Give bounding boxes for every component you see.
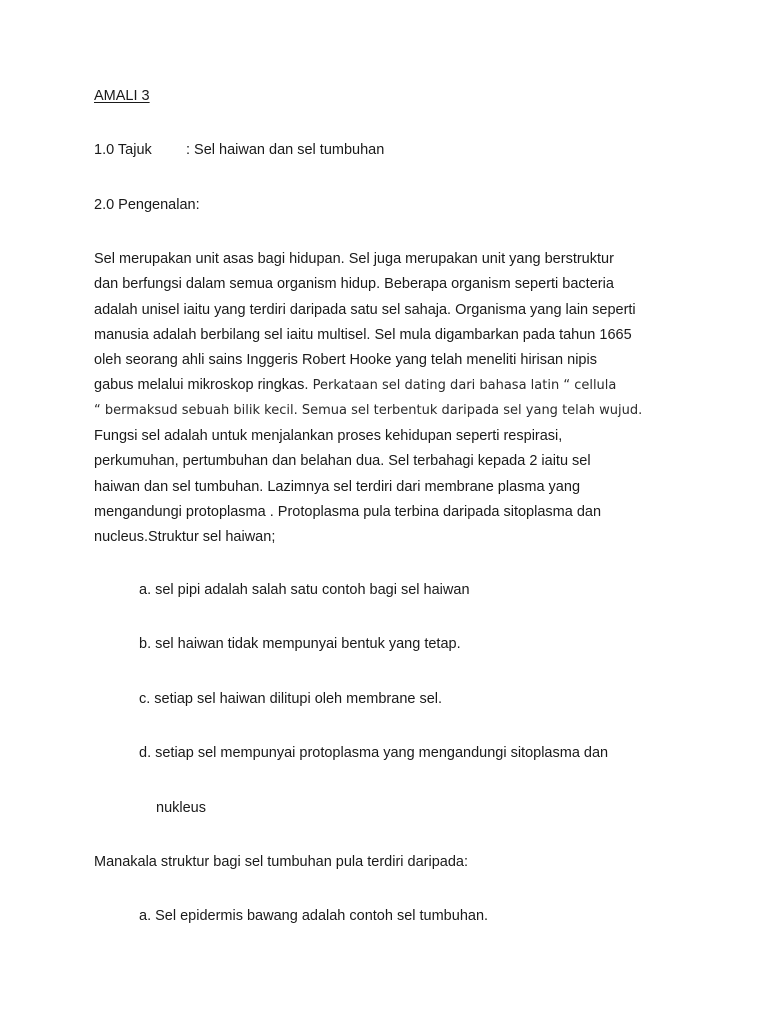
paragraph-line: nucleus.Struktur sel haiwan; (94, 529, 276, 546)
tumbuhan-intro: Manakala struktur bagi sel tumbuhan pula terdiri daripada: (94, 854, 468, 870)
haiwan-list-item: c. setiap sel haiwan dilitupi oleh membrane sel. (139, 691, 443, 707)
paragraph-line: Fungsi sel adalah untuk menjalankan proses kehidupan seperti respirasi, (94, 428, 563, 445)
paragraph-line: mengandungi protoplasma . Protoplasma pula terbina daripada sitoplasma dan (94, 503, 602, 520)
paragraph-line: haiwan dan sel tumbuhan. Lazimnya sel terdiri dari membrane plasma yang (94, 478, 581, 495)
paragraph-line: adalah unisel iaitu yang terdiri daripada satu sel sahaja. Organisma yang lain seperti (94, 301, 636, 318)
paragraph-line (94, 251, 670, 276)
paragraph-line: dan berfungsi dalam semua organism hidup. Beberapa organism seperti bacteria (94, 276, 614, 293)
paragraph-line: “ bermaksud sebuah bilik kecil. Semua sel terbentuk daripada sel yang telah wujud. (94, 402, 643, 418)
paragraph-line-text: gabus melalui mikroskop ringkas (94, 377, 305, 394)
tajuk-label: 1.0 Tajuk (94, 142, 152, 158)
haiwan-list-item: a. sel pipi adalah salah satu contoh bagi sel haiwan (139, 582, 470, 598)
paragraph-line (94, 377, 674, 402)
document-heading: AMALI 3 (94, 88, 150, 104)
paragraph-line-text: Sel merupakan unit asas bagi hidupan. Sel juga merupakan unit yang (94, 251, 541, 267)
haiwan-list-item: d. setiap sel mempunyai protoplasma yang mengandungi sitoplasma dan (139, 745, 609, 761)
paragraph-line: perkumuhan, pertumbuhan dan belahan dua. Sel terbahagi kepada 2 iaitu sel (94, 453, 591, 470)
haiwan-list-item-continuation: nukleus (156, 800, 206, 816)
pengenalan-label: 2.0 Pengenalan: (94, 197, 200, 213)
tumbuhan-list-item: a. Sel epidermis bawang adalah contoh sel tumbuhan. (139, 908, 489, 924)
haiwan-list-item: b. sel haiwan tidak mempunyai bentuk yang tetap. (139, 636, 461, 652)
intro-paragraph (94, 251, 674, 555)
paragraph-line-text: . Perkataan sel dating dari bahasa latin “ cellula (304, 378, 617, 394)
tajuk-value: : Sel haiwan dan sel tumbuhan (186, 142, 385, 158)
paragraph-line: manusia adalah berbilang sel iaitu multisel. Sel mula digambarkan pada tahun 1665 (94, 326, 632, 343)
paragraph-line: oleh seorang ahli sains Inggeris Robert Hooke yang telah meneliti hirisan nipis (94, 352, 597, 369)
paragraph-line-text: berstruktur (544, 251, 614, 267)
